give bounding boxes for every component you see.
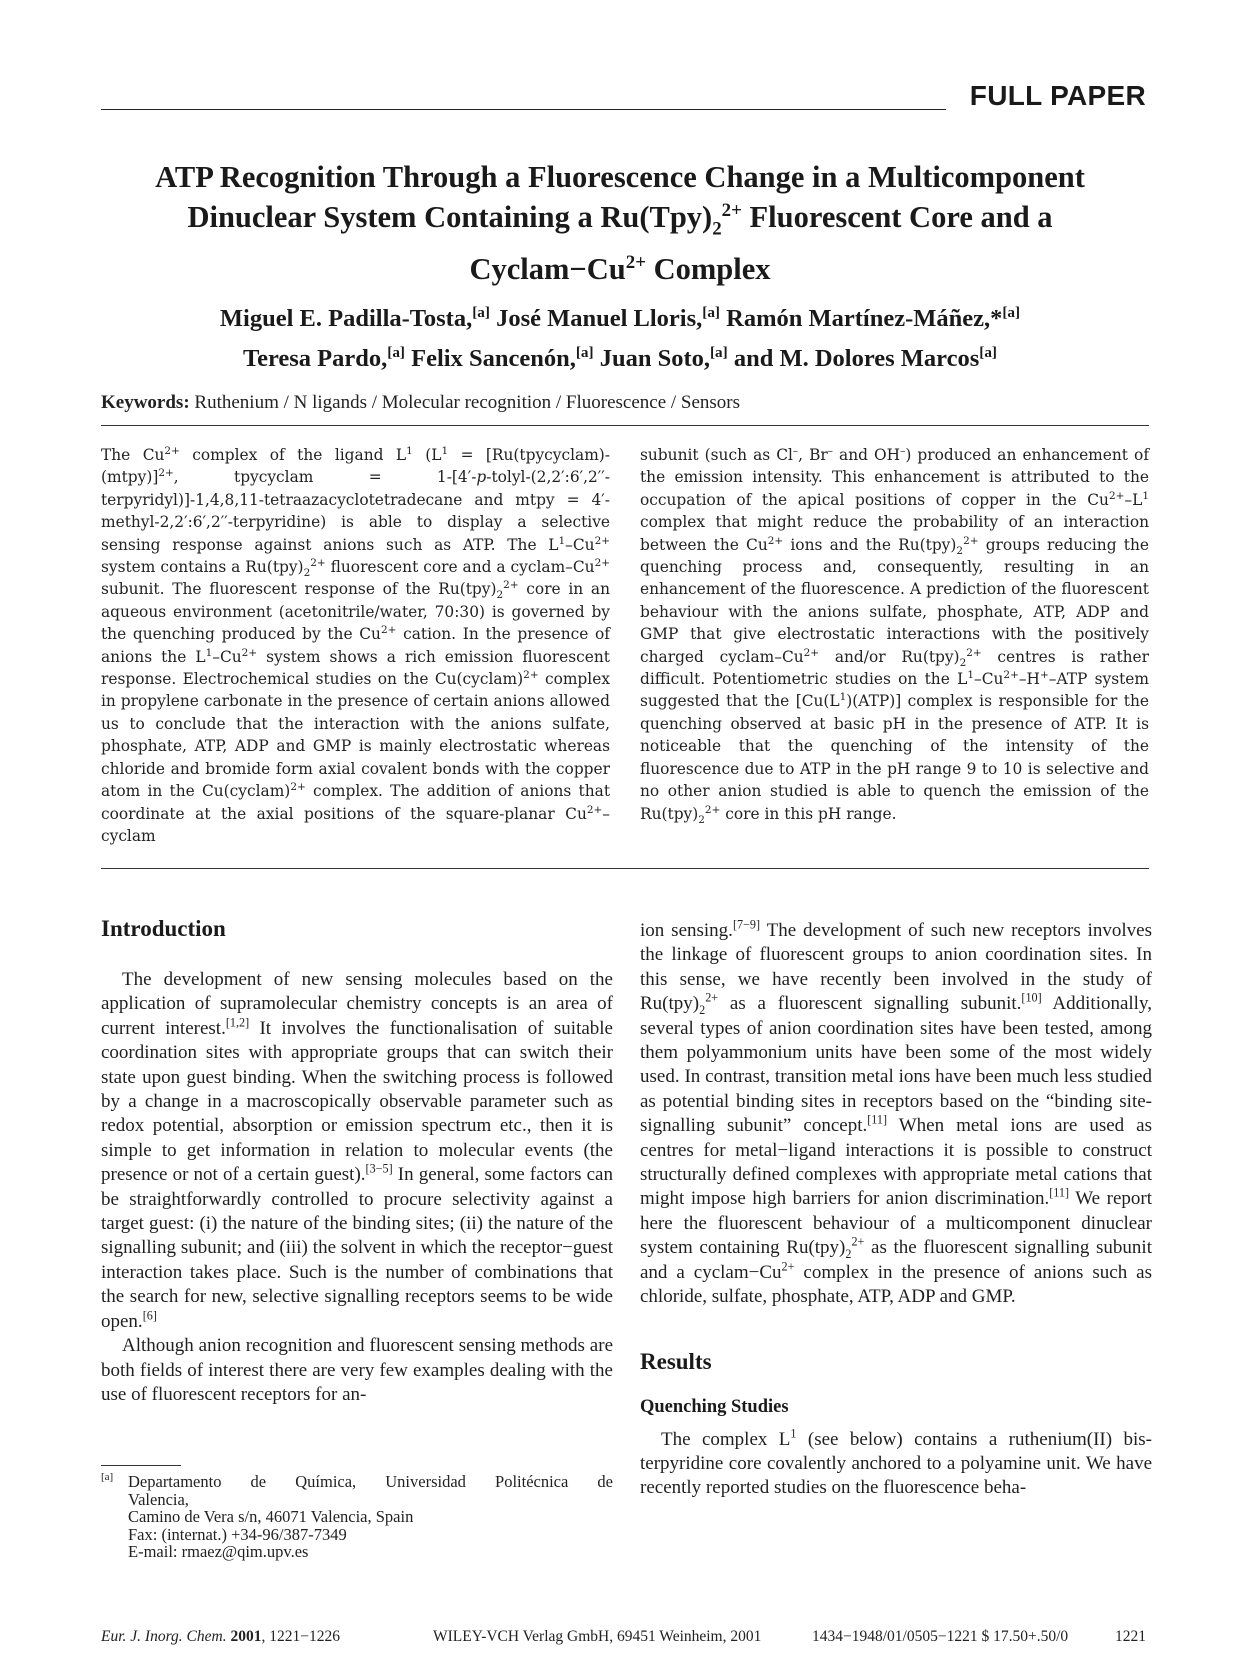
intro-paragraph-3: ion sensing.[7−9] The development of such new receptors involves the linkage of fluorescent groups to anion coordination sites. In this sense, we have recently been involved in the study of $Ru(tpy)_2^{2+}$ as a fluorescent signalling subunit.[10] Additionally, several types of anion coordination sites have been tested, among them polyammonium units have been some of the most widely used. In contrast, transition metal ions have been much less studied as potential binding sites in receptors based on the “binding site-signalling subunit” concept.[11] When metal ions are used as centres for metal−ligand interactions it is possible to construct structurally defined complexes with appropriate metal cations that might impose high barriers for anion discrimination.[11] We report here the fluorescent behaviour of a multicomponent dinuclear system containing $Ru(tpy)_2^{2+}$ as the fluorescent signalling subunit and a $cyclam-Cu^{2+}$ complex in the presence of anions such as chloride, sulfate, phosphate, ATP, ADP and GMP. (640, 917, 1153, 1308)
abstract-rule (101, 868, 1149, 869)
footnote-line-3: Camino de Vera s/n, 46071 Valencia, Spain (128, 1507, 414, 1527)
abstract-right: subunit (such as Cl–, Br– and OH–) produced an enhancement of the emission intensity. This enhancement is attributed to the occupation of the apical positions of copper in the $Cu^{2+}-L^1$ complex that might reduce the probability of an interaction between the $Cu^{2+}$ ions and the $Ru(tpy)_2^{2+}$ groups reducing the quenching process and, consequently, resulting in an enhancement of the fluorescence. A prediction of the fluorescent behaviour with the anions sulfate, phosphate, ATP, ADP and GMP that give electrostatic interactions with the positively charged cyclam–$Cu^{2+}$ and/or $Ru(tpy)_2^{2+}$ centres is rather difficult. Potentiometric studies on the $L^1-Cu^{2+}-H^+$–ATP system suggested that the $[Cu(L^1)(ATP)]$ complex is responsible for the quenching observed at basic pH in the presence of ATP. It is noticeable that the quenching of the intensity of the fluorescence due to ATP in the pH range 9 to 10 is selective and no other anion studied is able to quench the emission of the $Ru(tpy)_2^{2+}$ core in this pH range. (640, 444, 1150, 826)
title-line-2: Dinuclear System Containing a $Ru(Tpy)_2^{2+}$ Fluorescent Core and a (187, 200, 1053, 240)
author-line-2: Teresa Pardo,[a] Felix Sancenón,[a] Juan Soto,[a] and M. Dolores Marcos[a] (243, 344, 997, 373)
footnote-mark: [a] (101, 1471, 114, 1483)
introduction-heading: Introduction (101, 916, 226, 941)
author-line-1: Miguel E. Padilla-Tosta,[a] José Manuel Lloris,[a] Ramón Martínez-Máñez,*[a] (219, 304, 1021, 333)
results-paragraph-1: The complex $L^1$ (see below) contains a ruthenium(II) bis-terpyridine core covalently anchored to a polyamine unit. We have recently reported studies on the fluorescence beha- (640, 1426, 1152, 1499)
affiliation-footnote (101, 1473, 613, 1561)
author-list (100, 296, 1140, 376)
title-line-3: $Cyclam-Cu^{2+}$ Complex (469, 252, 771, 287)
page-number: 1221 (1115, 1628, 1146, 1645)
results-heading: Results (640, 1348, 712, 1374)
intro-paragraph-1: The development of new sensing molecules based on the application of supramolecular chemistry concepts is an area of current interest.[1,2] It involves the functionalisation of suitable coordination sites with appropriate groups that can switch their state upon guest binding. When the switching process is followed by a change in a macroscopically observable parameter such as redox potential, absorption or emission spectrum etc., then it is simple to get information in relation to molecular events (the presence or not of a certain guest).[3−5] In general, some factors can be straightforwardly controlled to procure selectivity against a target guest: (i) the nature of the binding sites; (ii) the nature of the signalling subunit; and (iii) the solvent in which the receptor−guest interaction takes place. Such is the number of combinations that the search for new, selective signalling receptors seems to be wide open.[6] (101, 969, 613, 1332)
intro-paragraph-2: Although anion recognition and fluorescent sensing methods are both fields of interest there are very few examples dealing with the use of fluorescent receptors for an- (101, 1335, 613, 1405)
section-label: FULL PAPER (969, 80, 1146, 111)
keywords-label: Keywords: (101, 392, 190, 413)
abstract-left: The $Cu^{2+}$ complex of the ligand $L^1$ ($L^1$ = [Ru(tpycyclam)-(mtpy)]$^{2+}$, tpycyclam = 1-[4′-p-tolyl-(2,2′:6′,2′′-terpyridyl)]-1,4,8,11-tetraazacyclotetradecane and mtpy = 4′-methyl-2,2′:6′,2′′-terpyridine) is able to display a selective sensing response against anions such as ATP. The $L^1-Cu^{2+}$ system contains a $Ru(tpy)_2^{2+}$ fluorescent core and a cyclam–$Cu^{2+}$ subunit. The fluorescent response of the $Ru(tpy)_2^{2+}$ core in an aqueous environment (acetonitrile/water, 70:30) is governed by the quenching produced by the $Cu^{2+}$ cation. In the presence of anions the $L^1-Cu^{2+}$ system shows a rich emission fluorescent response. Electrochemical studies on the Cu(cyclam)$^{2+}$ complex in propylene carbonate in the presence of certain anions allowed us to conclude that the interaction with the anions sulfate, phosphate, ATP, ADP and GMP is mainly electrostatic whereas chloride and bromide form axial covalent bonds with the copper atom in the Cu(cyclam)$^{2+}$ complex. The addition of anions that coordinate at the axial positions of the square-planar $Cu^{2+}$–cyclam (101, 444, 611, 845)
footnote-line-4: Fax: (internat.) +34-96/387-7349 (128, 1524, 347, 1544)
keywords (101, 392, 740, 414)
article-code: 1434−1948/01/0505−1221 $ 17.50+.50/0 (812, 1628, 1069, 1645)
header-rule (101, 109, 946, 110)
footnote-line-5: E-mail: rmaez@qim.upv.es (128, 1542, 309, 1562)
title-line-1: ATP Recognition Through a Fluorescence Change in a Multicomponent (155, 160, 1085, 194)
footnote-line-2: Valencia, (128, 1489, 189, 1509)
keywords-text: Ruthenium / N ligands / Molecular recognition / Fluorescence / Sensors (189, 392, 741, 413)
journal-citation: Eur. J. Inorg. Chem. 2001, 1221−1226 (101, 1628, 340, 1645)
quenching-studies-heading: Quenching Studies (640, 1396, 789, 1417)
left-column (101, 915, 613, 1407)
keywords-rule (101, 425, 1149, 426)
footnote-rule (101, 1465, 181, 1466)
paper-title (100, 160, 1140, 286)
right-column (640, 919, 1152, 1501)
footnote-line-1: Departamento de Química, Universidad Politécnica de (128, 1472, 613, 1491)
publisher-line: WILEY-VCH Verlag GmbH, 69451 Weinheim, 2001 (433, 1628, 762, 1645)
